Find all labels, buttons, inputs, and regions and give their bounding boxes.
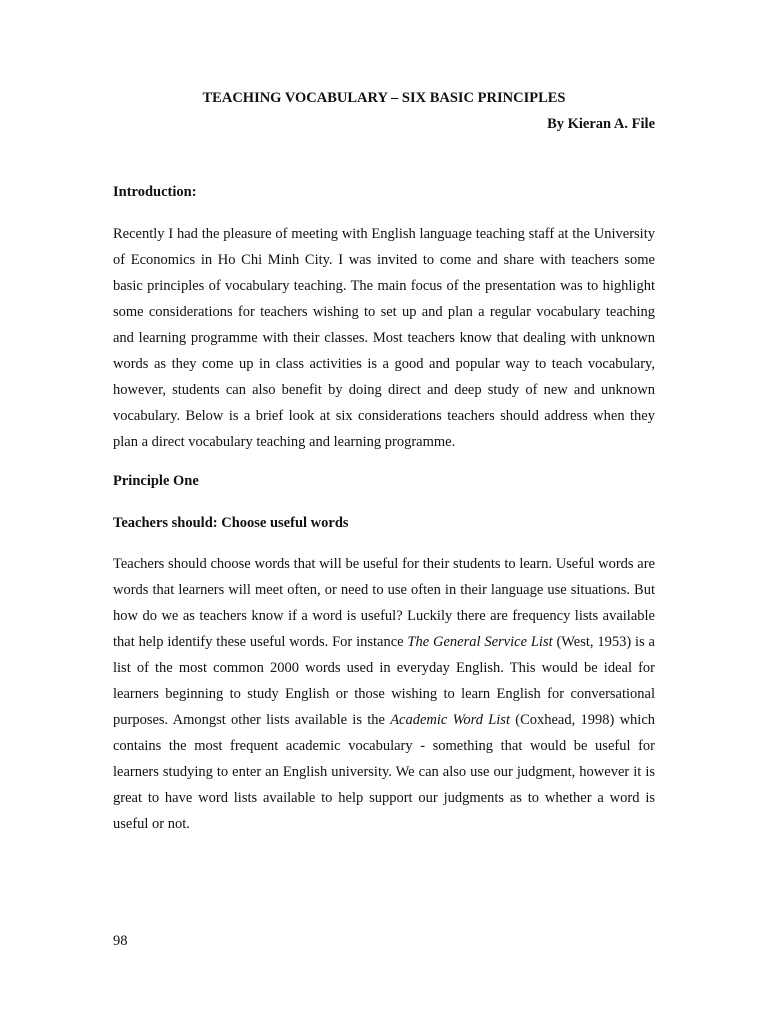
- document-title: TEACHING VOCABULARY – SIX BASIC PRINCIPLES: [202, 90, 566, 106]
- general-service-list-title: The General Service List: [407, 634, 553, 650]
- principle-one-heading: Principle One: [113, 473, 199, 489]
- page-number: 98: [113, 933, 128, 949]
- paragraph-text: (West, 1953) is a list of the most common 2000 words used in everyday English. This would be ideal for learners beginning to study English or those wishing to learn English for conversational purposes. Amongst other lists available is the: [113, 634, 655, 728]
- paragraph-text: Teachers should choose words that will be useful for their students to learn. Useful words are words that learners will meet often, or need to use often in their language use situations. But how do we as teachers know if a word is useful? Luckily there are frequency lists available that help identify these useful words. For instance: [113, 556, 655, 650]
- author-byline: By Kieran A. File: [547, 116, 655, 132]
- introduction-heading: Introduction:: [113, 184, 197, 200]
- document-page: [113, 88, 655, 837]
- academic-word-list-title: Academic Word List: [390, 712, 510, 728]
- introduction-paragraph: Recently I had the pleasure of meeting with English language teaching staff at the University of Economics in Ho Chi Minh City. I was invited to come and share with teachers some basic principles of vocabulary teaching. The main focus of the presentation was to highlight some considerations for teachers wishing to set up and plan a regular vocabulary teaching and learning programme with their classes. Most teachers know that dealing with unknown words as they come up in class activities is a good and popular way to teach vocabulary, however, students can also benefit by doing direct and deep study of new and unknown vocabulary. Below is a brief look at six considerations teachers should address when they plan a direct vocabulary teaching and learning programme.: [113, 226, 655, 450]
- principle-one-subheading: Teachers should: Choose useful words: [113, 515, 349, 531]
- paragraph-text: (Coxhead, 1998) which contains the most frequent academic vocabulary - something that would be useful for learners studying to enter an English university. We can also use our judgment, however it is great to have word lists available to help support our judgments as to whether a word is useful or not.: [113, 712, 655, 832]
- principle-one-paragraph: [113, 551, 655, 837]
